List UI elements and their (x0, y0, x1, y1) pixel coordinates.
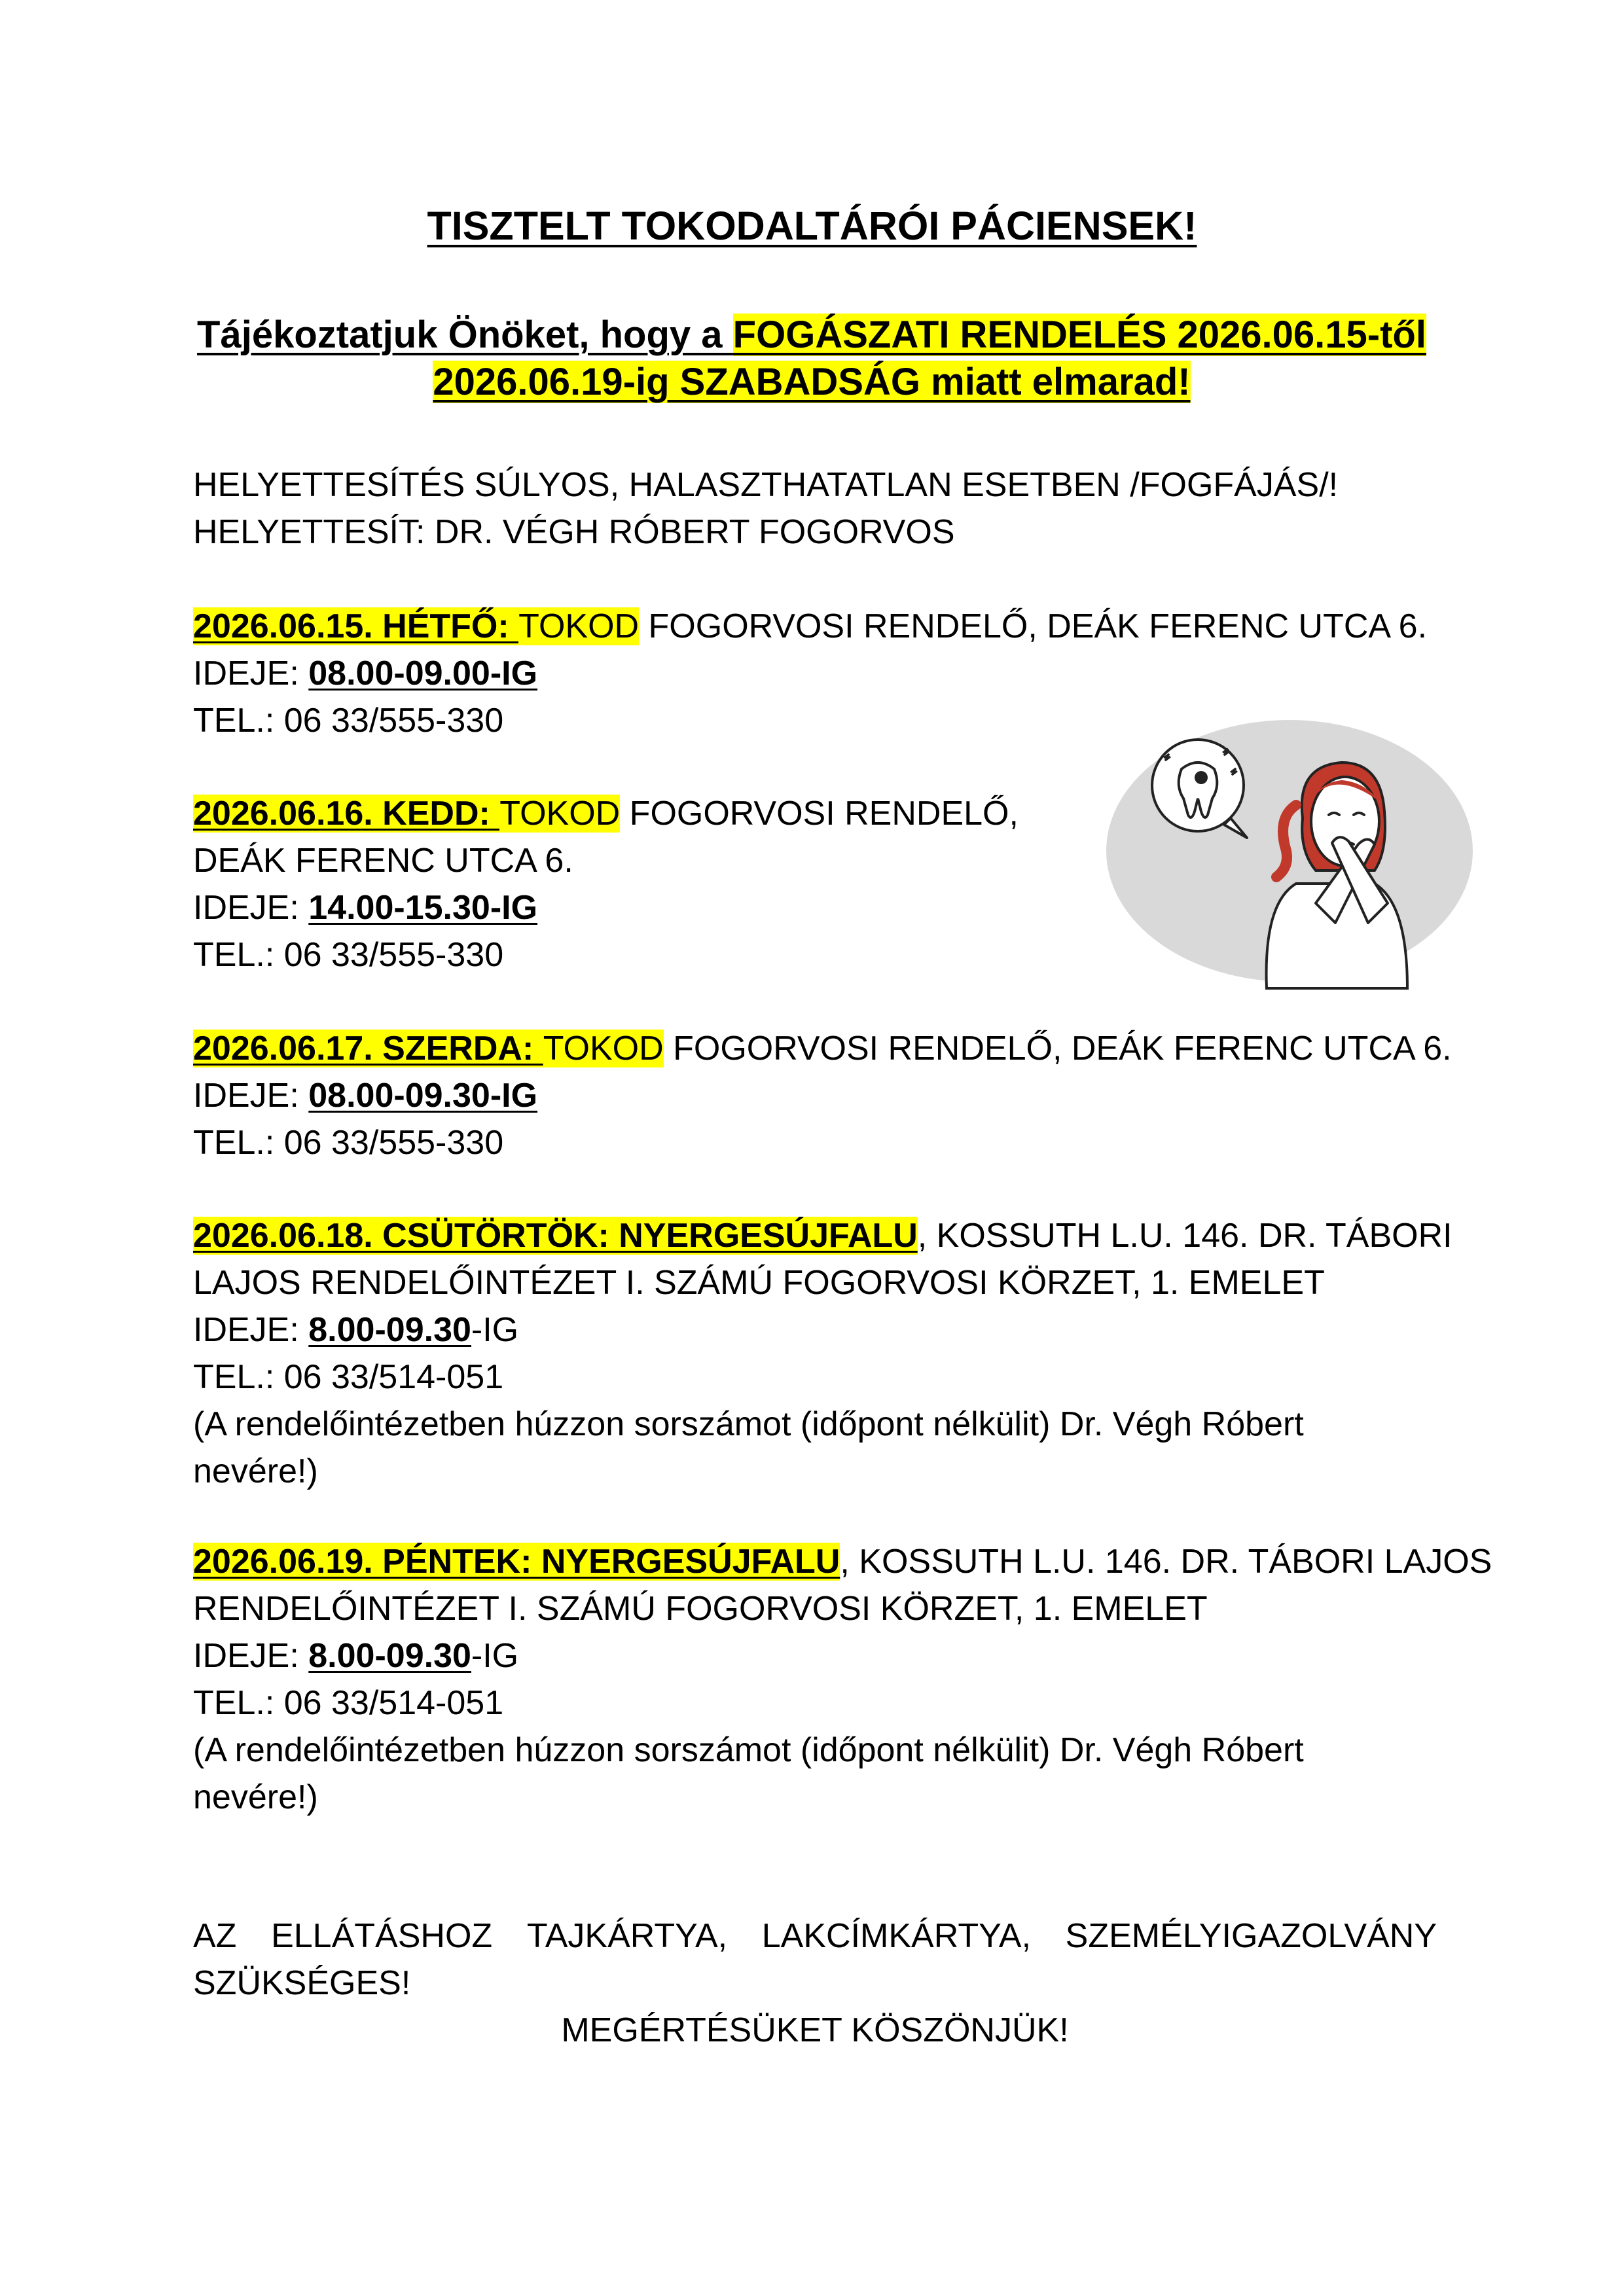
day-1-time: 08.00-09.00-IG (308, 655, 538, 692)
day-4-time-suffix: -IG (471, 1311, 519, 1349)
day-4-place-line-2: LAJOS RENDELŐINTÉZET I. SZÁMÚ FOGORVOSI KÖRZET, 1. EMELET (193, 1264, 1325, 1302)
day-3-time-prefix: IDEJE: (193, 1077, 309, 1115)
day-2-time: 14.00-15.30-IG (308, 889, 538, 927)
substitution-block (193, 461, 1437, 556)
requirements-line-2: SZÜKSÉGES! (193, 1964, 411, 2002)
day-5-time-suffix: -IG (471, 1637, 519, 1675)
page-title (0, 196, 1624, 255)
day-5-time: 8.00-09.30 (308, 1637, 471, 1675)
day-3-place-line (193, 1025, 1452, 1072)
day-4-note-line-1: (A rendelőintézetben húzzon sorszámot (időpont nélkülit) Dr. Végh Róbert (193, 1405, 1304, 1443)
day-4-date: 2026.06.18. CSÜTÖRTÖK: NYERGESÚJFALU (193, 1217, 918, 1255)
day-1-time-line (193, 650, 1437, 697)
day-5-date: 2026.06.19. PÉNTEK: NYERGESÚJFALU (193, 1543, 840, 1581)
intro-prefix: Tájékoztatjuk Önöket, hogy a (197, 314, 733, 356)
day-2-place-line-2: DEÁK FERENC UTCA 6. (193, 842, 573, 880)
day-1-place-rest: FOGORVOSI RENDELŐ, DEÁK FERENC UTCA 6. (639, 607, 1428, 645)
day-5-place-line-2: RENDELŐINTÉZET I. SZÁMÚ FOGORVOSI KÖRZET, 1. EMELET (193, 1590, 1208, 1628)
day-2-phone: TEL.: 06 33/555-330 (193, 936, 504, 974)
day-5-phone: TEL.: 06 33/514-051 (193, 1684, 504, 1722)
day-2-date: 2026.06.16. KEDD: (193, 795, 500, 833)
requirement-word: AZ (193, 1917, 237, 1955)
title-text: TISZTELT TOKODALTÁRÓI PÁCIENSEK! (427, 204, 1197, 248)
day-5-time-prefix: IDEJE: (193, 1637, 309, 1675)
requirements-block (193, 1912, 1437, 2054)
day-3-place-highlight: TOKOD (543, 1030, 664, 1067)
day-4-time-line (193, 1306, 1437, 1354)
intro-highlight-1: FOGÁSZATI RENDELÉS 2026.06.15-től (732, 314, 1426, 356)
day-4-note-line-2: nevére!) (193, 1452, 318, 1490)
day-4-time: 8.00-09.30 (308, 1311, 471, 1349)
day-4-time-prefix: IDEJE: (193, 1311, 309, 1349)
thanks-text: MEGÉRTÉSÜKET KÖSZÖNJÜK! (561, 2011, 1069, 2049)
day-3-phone: TEL.: 06 33/555-330 (193, 1124, 504, 1162)
day-1-place-highlight: TOKOD (518, 607, 640, 645)
intro-line-1 (190, 312, 1434, 359)
day-block-3 (193, 1025, 1452, 1166)
requirement-word: TAJKÁRTYA, (526, 1917, 728, 1955)
day-5-place-rest: , KOSSUTH L.U. 146. DR. TÁBORI LAJOS (840, 1543, 1492, 1581)
day-2-place-rest: FOGORVOSI RENDELŐ, (620, 795, 1019, 833)
day-block-5 (193, 1538, 1492, 1821)
day-5-note-line-2: nevére!) (193, 1778, 318, 1816)
requirements-line-1 (193, 1912, 1437, 1960)
substitution-line-1: HELYETTESÍTÉS SÚLYOS, HALASZTHATATLAN ESETBEN /FOGFÁJÁS/! (193, 466, 1339, 504)
day-4-place-rest: , KOSSUTH L.U. 146. DR. TÁBORI (917, 1217, 1453, 1255)
toothache-illustration (1100, 707, 1479, 995)
day-5-time-line (193, 1632, 1437, 1679)
day-1-place-line (193, 603, 1437, 650)
day-2-time-prefix: IDEJE: (193, 889, 309, 927)
intro-paragraph (190, 312, 1434, 406)
day-5-note-line-1: (A rendelőintézetben húzzon sorszámot (időpont nélkülit) Dr. Végh Róbert (193, 1731, 1304, 1769)
day-4-place-line (193, 1212, 1453, 1259)
day-block-4 (193, 1212, 1453, 1495)
requirement-word: SZEMÉLYIGAZOLVÁNY (1065, 1917, 1437, 1955)
day-3-place-rest: FOGORVOSI RENDELŐ, DEÁK FERENC UTCA 6. (663, 1030, 1452, 1067)
intro-highlight-2: 2026.06.19-ig SZABADSÁG miatt elmarad! (433, 361, 1191, 403)
day-3-date: 2026.06.17. SZERDA: (193, 1030, 543, 1067)
day-3-time: 08.00-09.30-IG (308, 1077, 538, 1115)
day-1-time-prefix: IDEJE: (193, 655, 309, 692)
day-3-time-line (193, 1072, 1437, 1119)
substitution-line-2: HELYETTESÍT: DR. VÉGH RÓBERT FOGORVOS (193, 513, 955, 551)
requirement-word: ELLÁTÁSHOZ (271, 1917, 493, 1955)
day-4-phone: TEL.: 06 33/514-051 (193, 1358, 504, 1396)
day-1-date: 2026.06.15. HÉTFŐ: (193, 607, 519, 645)
day-2-place-highlight: TOKOD (499, 795, 621, 833)
day-5-place-line (193, 1538, 1492, 1585)
day-1-phone: TEL.: 06 33/555-330 (193, 702, 504, 740)
intro-line-2 (190, 359, 1434, 406)
requirement-word: LAKCÍMKÁRTYA, (761, 1917, 1032, 1955)
